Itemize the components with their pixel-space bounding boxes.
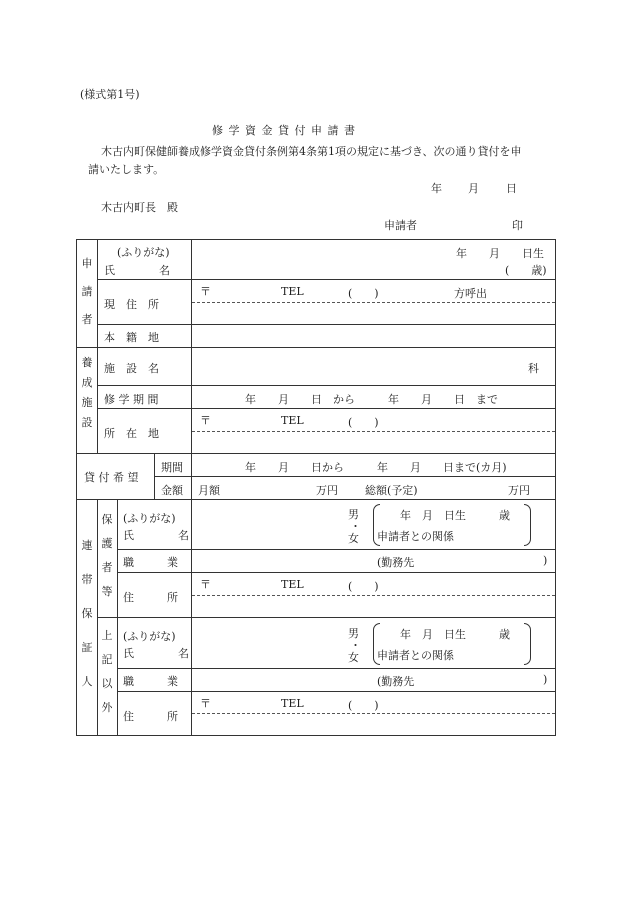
period-label: 期間 bbox=[161, 461, 183, 474]
tel-label: TEL bbox=[281, 285, 304, 298]
tel-paren[interactable]: ( ) bbox=[348, 699, 379, 712]
g-occupation-label: 職 業 bbox=[123, 556, 178, 569]
relation-label: 申請者との関係 bbox=[377, 530, 454, 543]
o-furigana-label: (ふりがな) bbox=[123, 630, 176, 643]
o-name-label: 氏 名 bbox=[123, 647, 189, 660]
postal-mark: 〒 bbox=[200, 697, 211, 710]
section-facility-label: 養 成 施 設 bbox=[81, 356, 93, 429]
intro-line-1: 木古内町保健師養成修学資金貸付条例第4条第1項の規定に基づき、次の通り貸付を申 bbox=[101, 145, 522, 158]
o-workplace-close: ) bbox=[543, 673, 548, 686]
total-unit: 万円 bbox=[508, 484, 530, 497]
date-year: 年 bbox=[431, 182, 442, 195]
date-day: 日 bbox=[506, 182, 517, 195]
ka-label: 科 bbox=[528, 362, 539, 375]
o-birth-field[interactable]: 年 月 日生 歳 bbox=[400, 628, 510, 641]
monthly-label: 月額 bbox=[198, 484, 220, 497]
age-field[interactable]: ( 歳) bbox=[505, 264, 547, 277]
form-number: (様式第1号) bbox=[80, 88, 140, 101]
bracket-right bbox=[524, 623, 531, 665]
location-label: 所 在 地 bbox=[104, 427, 159, 440]
tel-label: TEL bbox=[281, 414, 304, 427]
study-period-value[interactable]: 年 月 日 から 年 月 日 まで bbox=[245, 393, 498, 406]
female-option[interactable]: 女 bbox=[348, 651, 359, 664]
g-furigana-label: (ふりがな) bbox=[123, 512, 176, 525]
female-option[interactable]: 女 bbox=[348, 532, 359, 545]
male-option[interactable]: 男 bbox=[348, 627, 359, 640]
postal-mark: 〒 bbox=[200, 414, 211, 427]
date-month: 月 bbox=[468, 182, 479, 195]
furigana-label: (ふりがな) bbox=[117, 246, 170, 259]
facility-name-label: 施 設 名 bbox=[104, 362, 159, 375]
postal-mark: 〒 bbox=[200, 285, 211, 298]
o-workplace-label: (勤務先 bbox=[377, 675, 415, 688]
bracket-right bbox=[524, 504, 531, 546]
seal-mark: 印 bbox=[512, 219, 523, 232]
tel-paren[interactable]: ( ) bbox=[348, 416, 379, 429]
g-workplace-close: ) bbox=[543, 554, 548, 567]
tel-label: TEL bbox=[281, 578, 304, 591]
g-name-label: 氏 名 bbox=[123, 529, 189, 542]
current-address-label: 現 住 所 bbox=[104, 298, 159, 311]
postal-mark: 〒 bbox=[200, 578, 211, 591]
other-group-label: 上 記 以 外 bbox=[101, 629, 113, 714]
section-guarantor-label: 連 帯 保 証 人 bbox=[81, 539, 93, 688]
tel-label: TEL bbox=[281, 697, 304, 710]
houyobide-label: 方呼出 bbox=[454, 287, 487, 300]
sex-dot: ・ bbox=[350, 639, 361, 652]
section-applicant-label: 申 請 者 bbox=[81, 257, 93, 326]
o-address-label: 住 所 bbox=[123, 710, 178, 723]
period-value[interactable]: 年 月 日から 年 月 日まで(カ月) bbox=[245, 461, 507, 474]
sex-dot: ・ bbox=[350, 520, 361, 533]
page-title: 修 学 資 金 貸 付 申 請 書 bbox=[212, 124, 356, 137]
tel-paren[interactable]: ( ) bbox=[348, 580, 379, 593]
registered-domicile-label: 本 籍 地 bbox=[104, 331, 159, 344]
g-birth-field[interactable]: 年 月 日生 歳 bbox=[400, 509, 510, 522]
birth-date-field[interactable]: 年 月 日生 bbox=[456, 247, 544, 260]
tel-paren[interactable]: ( ) bbox=[348, 287, 379, 300]
total-label: 総額(予定) bbox=[365, 484, 418, 497]
male-option[interactable]: 男 bbox=[348, 508, 359, 521]
o-occupation-label: 職 業 bbox=[123, 675, 178, 688]
addressee: 木古内町長 殿 bbox=[101, 201, 178, 214]
loan-section-label: 貸 付 希 望 bbox=[84, 471, 139, 484]
monthly-unit: 万円 bbox=[316, 484, 338, 497]
guardian-group-label: 保 護 者 等 bbox=[101, 513, 113, 598]
intro-line-2: 請いたします。 bbox=[88, 163, 165, 176]
g-address-label: 住 所 bbox=[123, 591, 178, 604]
relation-label: 申請者との関係 bbox=[377, 649, 454, 662]
study-period-label: 修 学 期 間 bbox=[104, 393, 159, 406]
amount-label: 金額 bbox=[161, 484, 183, 497]
name-label: 氏 名 bbox=[104, 264, 170, 277]
g-workplace-label: (勤務先 bbox=[377, 556, 415, 569]
applicant-label: 申請者 bbox=[384, 219, 417, 232]
